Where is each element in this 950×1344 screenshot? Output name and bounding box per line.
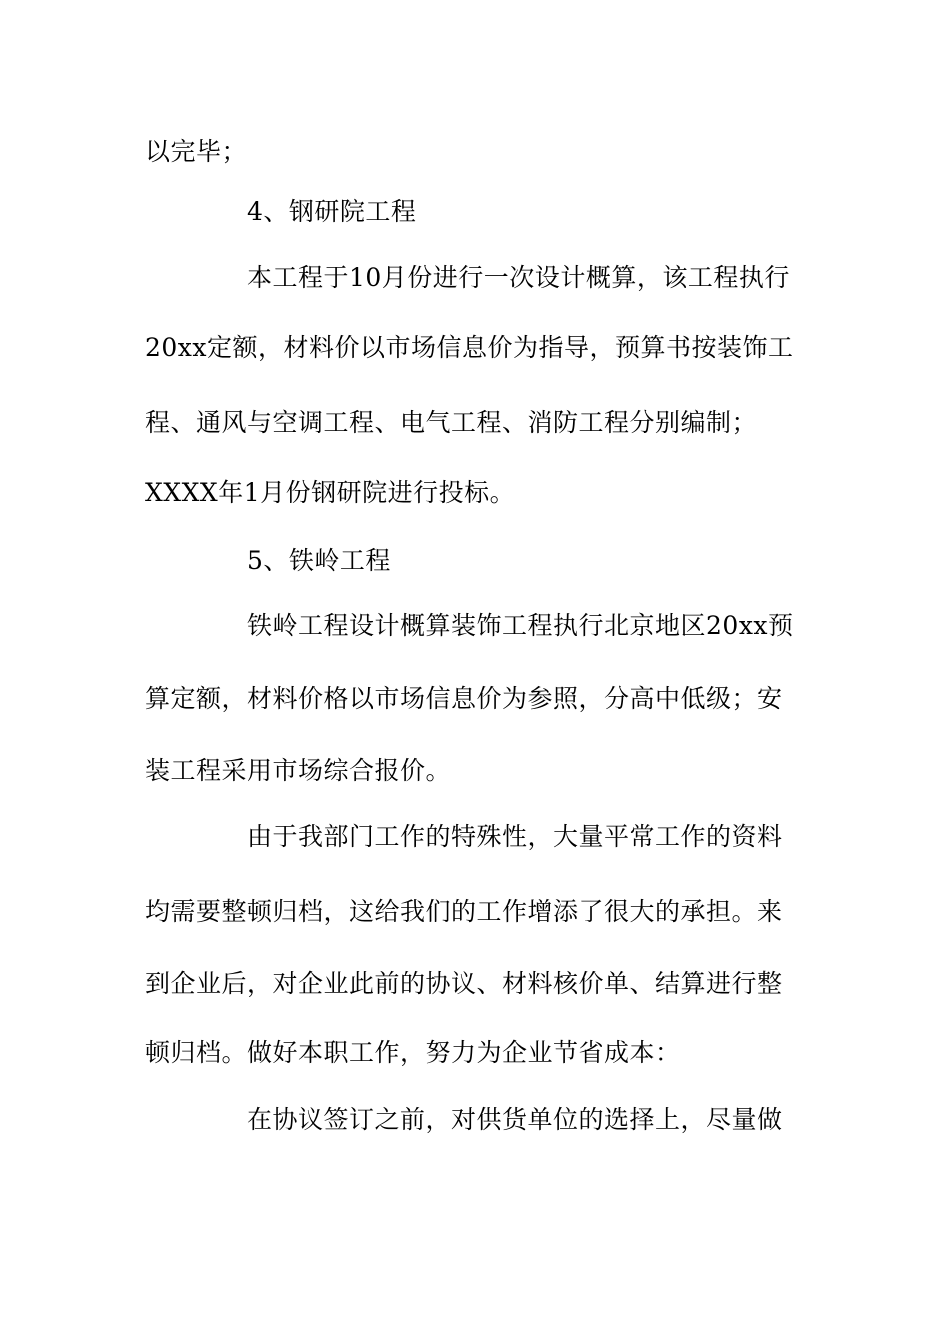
text-line: 装工程采用市场综合报价。: [145, 756, 452, 785]
text-line: 算定额，材料价格以市场信息价为参照，分高中低级；安: [145, 684, 783, 713]
text-line: 在协议签订之前，对供货单位的选择上，尽量做: [247, 1105, 783, 1134]
text-line: 铁岭工程设计概算装饰工程执行北京地区20xx预: [247, 611, 794, 640]
text-line: 顿归档。做好本职工作，努力为企业节省成本：: [145, 1038, 681, 1067]
section-heading: 5、铁岭工程: [247, 546, 391, 575]
text-line: 到企业后，对企业此前的协议、材料核价单、结算进行整: [145, 969, 783, 998]
text-line: 程、通风与空调工程、电气工程、消防工程分别编制；: [145, 408, 758, 437]
text-line: 20xx定额，材料价以市场信息价为指导，预算书按装饰工: [145, 333, 794, 362]
text-line: 均需要整顿归档，这给我们的工作增添了很大的承担。来: [145, 897, 783, 926]
section-heading: 4、钢研院工程: [247, 197, 417, 226]
text-line: XXXX年1月份钢研院进行投标。: [145, 478, 516, 507]
text-line: 以完毕；: [145, 137, 248, 166]
text-line: 本工程于10月份进行一次设计概算，该工程执行: [247, 263, 790, 292]
text-line: 由于我部门工作的特殊性，大量平常工作的资料: [247, 822, 783, 851]
